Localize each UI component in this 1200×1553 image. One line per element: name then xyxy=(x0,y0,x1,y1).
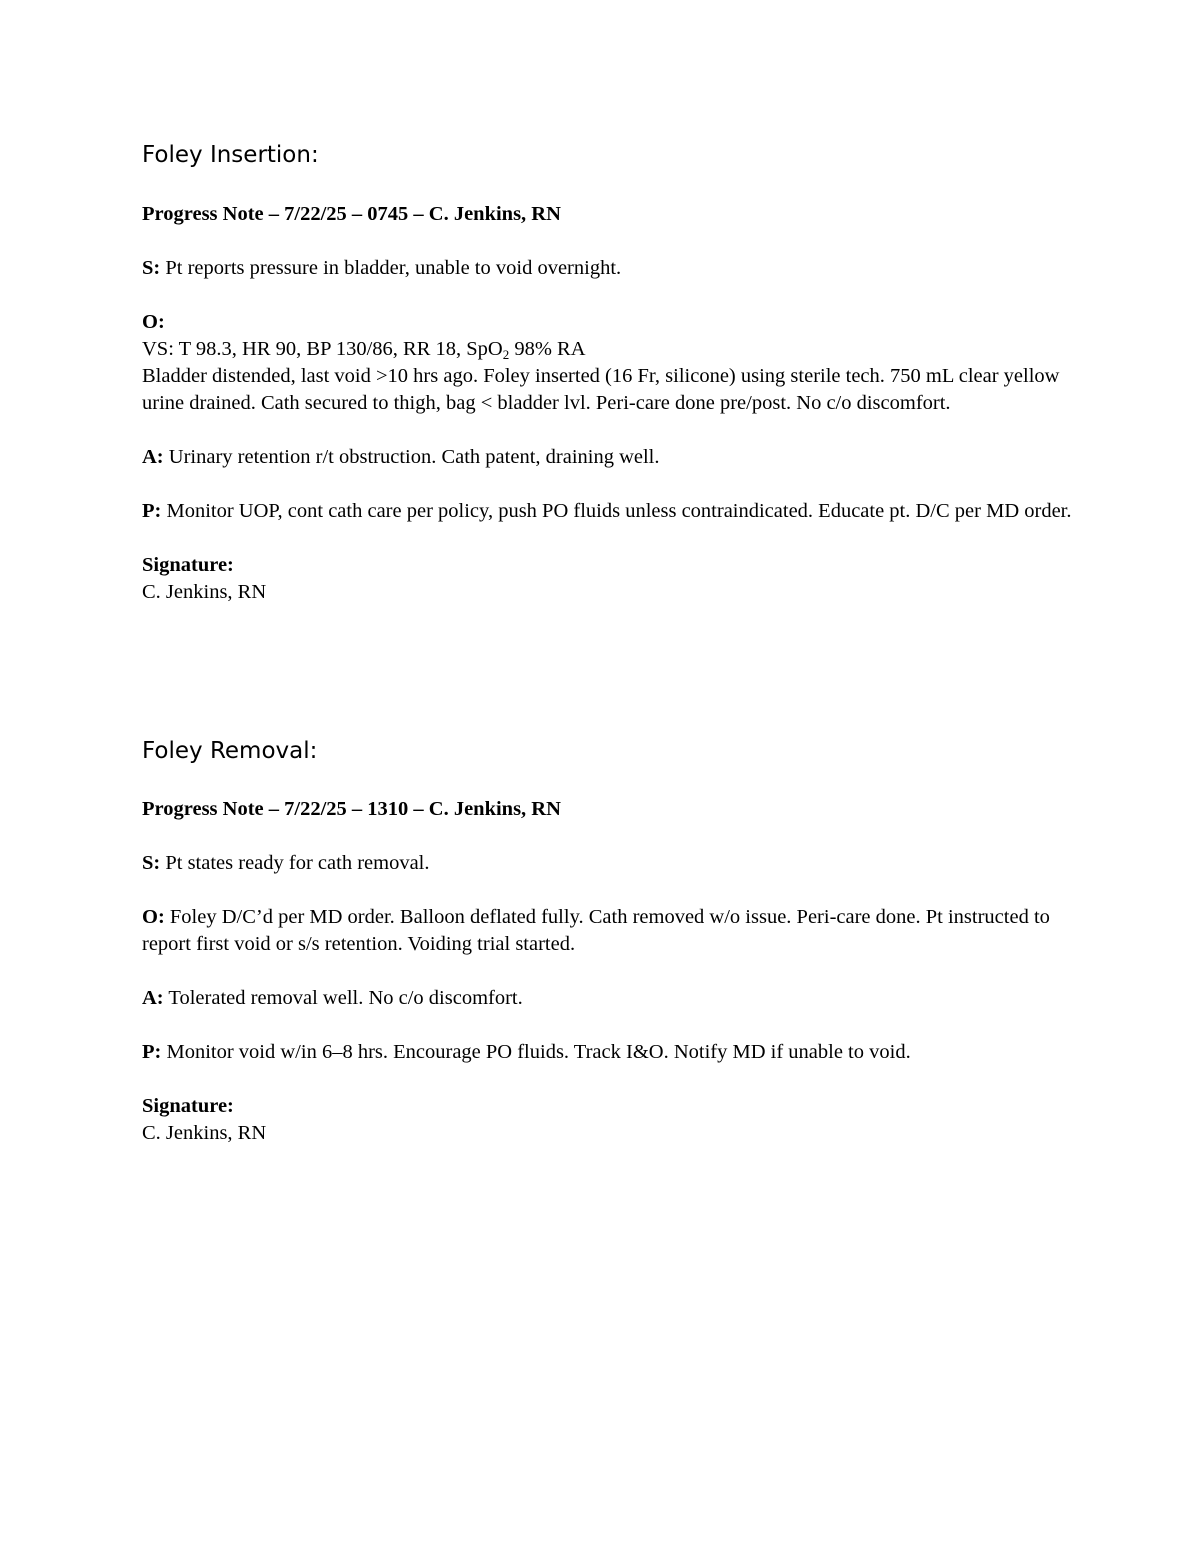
removal-o-text: Foley D/C’d per MD order. Balloon deflated fully. Cath removed w/o issue. Peri-care done. Pt instructed to report first void or s/s retention. Voiding trial started. xyxy=(142,906,1050,955)
removal-p-text: Monitor void w/in 6–8 hrs. Encourage PO fluids. Track I&O. Notify MD if unable to void. xyxy=(161,1041,911,1063)
insertion-note-title-text: Progress Note – 7/22/25 – 0745 – C. Jenkins, RN xyxy=(142,203,561,225)
insertion-s-text: Pt reports pressure in bladder, unable to void overnight. xyxy=(160,257,622,279)
insertion-progress-note xyxy=(142,201,1082,606)
removal-a-label: A: xyxy=(142,987,164,1009)
removal-plan xyxy=(142,1039,1082,1066)
removal-signature-label: Signature: xyxy=(142,1095,234,1117)
insertion-s-label: S: xyxy=(142,257,161,279)
insertion-objective xyxy=(142,309,1082,417)
insertion-a-text: Urinary retention r/t obstruction. Cath patent, draining well. xyxy=(163,446,660,468)
insertion-signature-name: C. Jenkins, RN xyxy=(142,581,267,603)
insertion-assessment xyxy=(142,444,1082,471)
removal-assessment xyxy=(142,985,1082,1012)
removal-note-title xyxy=(142,796,1082,823)
insertion-signature-label: Signature: xyxy=(142,554,234,576)
removal-signature-name: C. Jenkins, RN xyxy=(142,1122,267,1144)
insertion-subjective xyxy=(142,255,1082,282)
insertion-o-label: O: xyxy=(142,311,165,333)
insertion-vs-prefix: VS: T 98.3, HR 90, BP 130/86, RR 18, SpO xyxy=(142,338,503,360)
removal-progress-note xyxy=(142,796,1082,1147)
removal-p-label: P: xyxy=(142,1041,162,1063)
removal-signature xyxy=(142,1093,1082,1147)
removal-subjective xyxy=(142,850,1082,877)
insertion-o-text: Bladder distended, last void >10 hrs ago. Foley inserted (16 Fr, silicone) using sterile tech. 750 mL clear yellow urine drained. Cath secured to thigh, bag < bladder lvl. Peri-care done pre/post. No c/o discomfort. xyxy=(142,365,1060,414)
insertion-p-label: P: xyxy=(142,500,162,522)
removal-o-label: O: xyxy=(142,906,165,928)
insertion-signature xyxy=(142,552,1082,606)
removal-note-title-text: Progress Note – 7/22/25 – 1310 – C. Jenkins, RN xyxy=(142,798,561,820)
removal-objective xyxy=(142,904,1082,958)
insertion-a-label: A: xyxy=(142,446,164,468)
insertion-heading: Foley Insertion: xyxy=(142,142,319,168)
insertion-p-text: Monitor UOP, cont cath care per policy, push PO fluids unless contraindicated. Educate pt. D/C per MD order. xyxy=(161,500,1072,522)
insertion-vs-sub: 2 xyxy=(502,347,510,362)
removal-s-text: Pt states ready for cath removal. xyxy=(160,852,430,874)
insertion-vital-signs xyxy=(142,336,1082,363)
insertion-note-title xyxy=(142,201,1082,228)
removal-heading: Foley Removal: xyxy=(142,738,318,764)
removal-s-label: S: xyxy=(142,852,161,874)
removal-a-text: Tolerated removal well. No c/o discomfort. xyxy=(163,987,523,1009)
insertion-plan xyxy=(142,498,1082,525)
insertion-vs-suffix: 98% RA xyxy=(509,338,586,360)
